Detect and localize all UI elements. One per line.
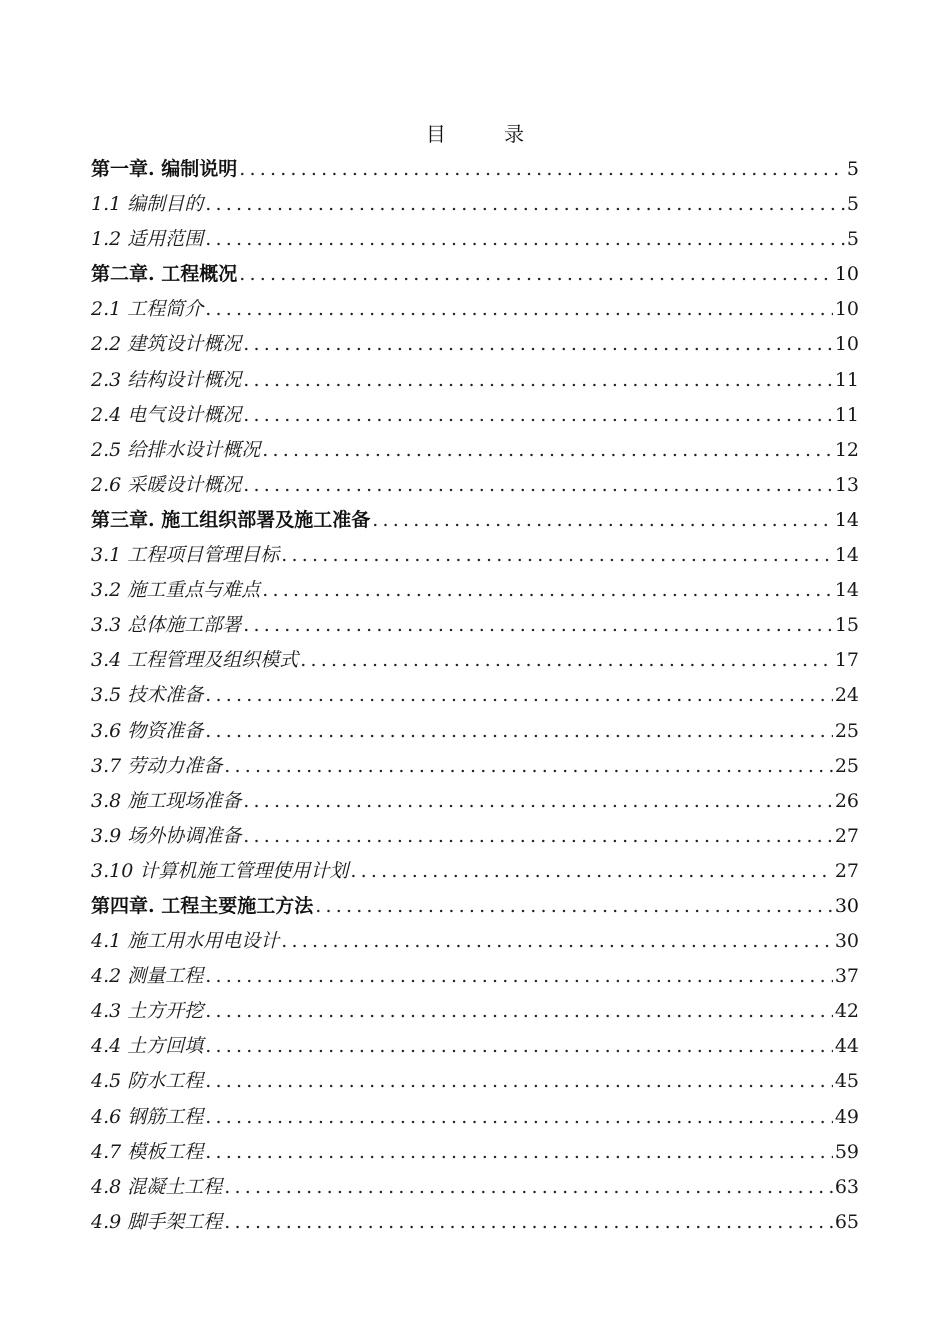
toc-entry-label: 4.8 混凝土工程: [91, 1175, 223, 1198]
toc-section-entry[interactable]: [91, 959, 859, 994]
toc-entry-label: 3.9 场外协调准备: [91, 824, 242, 847]
toc-page-number: 45: [834, 1070, 859, 1093]
toc-page-number: 5: [846, 158, 859, 180]
toc-dot-leader: [243, 327, 833, 362]
toc-entry-label: 4.4 土方回填: [91, 1035, 204, 1058]
toc-entry-label: 3.1 工程项目管理目标: [91, 544, 280, 567]
toc-dot-leader: [262, 433, 833, 468]
toc-dot-leader: [239, 152, 845, 187]
toc-page-number: 15: [834, 614, 859, 637]
toc-section-entry[interactable]: [91, 1205, 859, 1240]
toc-page-number: 44: [834, 1035, 859, 1058]
toc-dot-leader: [350, 854, 832, 889]
toc-entry-label: 3.6 物资准备: [91, 719, 204, 742]
toc-page-number: 11: [834, 368, 859, 391]
toc-page-number: 14: [834, 544, 859, 567]
toc-section-entry[interactable]: [91, 292, 859, 327]
toc-page-number: 63: [834, 1175, 859, 1198]
toc-entry-label: 3.5 技术准备: [91, 684, 204, 707]
toc-section-entry[interactable]: [91, 854, 859, 889]
toc-entry-label: 第二章. 工程概况: [91, 263, 238, 286]
toc-page-number: 37: [834, 965, 859, 988]
toc-dot-leader: [300, 643, 833, 678]
toc-page-number: 42: [834, 1000, 859, 1023]
toc-section-entry[interactable]: [91, 1100, 859, 1135]
toc-dot-leader: [205, 714, 833, 749]
toc-page-number: 5: [846, 228, 859, 251]
toc-dot-leader: [243, 819, 833, 854]
toc-dot-leader: [372, 503, 833, 538]
toc-section-entry[interactable]: [91, 327, 859, 362]
toc-dot-leader: [205, 678, 833, 713]
toc-page-number: 13: [834, 473, 859, 496]
toc-section-entry[interactable]: [91, 608, 859, 643]
toc-dot-leader: [243, 608, 833, 643]
toc-entry-label: 3.10 计算机施工管理使用计划: [91, 859, 349, 882]
toc-section-entry[interactable]: [91, 1064, 859, 1099]
toc-dot-leader: [205, 222, 845, 257]
toc-page-number: 25: [834, 719, 859, 742]
toc-dot-leader: [243, 363, 833, 398]
toc-section-entry[interactable]: [91, 222, 859, 257]
toc-dot-leader: [205, 1064, 833, 1099]
toc-section-entry[interactable]: [91, 573, 859, 608]
toc-entry-label: 4.5 防水工程: [91, 1070, 204, 1093]
toc-section-entry[interactable]: [91, 924, 859, 959]
toc-entry-label: 3.7 劳动力准备: [91, 754, 223, 777]
toc-page-number: 30: [834, 930, 859, 953]
toc-dot-leader: [262, 573, 833, 608]
toc-entry-label: 4.9 脚手架工程: [91, 1210, 223, 1233]
toc-section-entry[interactable]: [91, 398, 859, 433]
toc-entry-label: 3.3 总体施工部署: [91, 614, 242, 637]
toc-entry-label: 第四章. 工程主要施工方法: [91, 894, 314, 917]
toc-dot-leader: [205, 959, 833, 994]
toc-section-entry[interactable]: [91, 678, 859, 713]
toc-page-number: 59: [834, 1140, 859, 1163]
toc-page-number: 10: [834, 298, 859, 321]
toc-dot-leader: [243, 784, 833, 819]
toc-chapter-entry[interactable]: [91, 257, 859, 292]
toc-page-number: 14: [834, 508, 859, 531]
toc-dot-leader: [205, 292, 833, 327]
toc-entry-label: 3.8 施工现场准备: [91, 789, 242, 812]
toc-section-entry[interactable]: [91, 1170, 859, 1205]
toc-section-entry[interactable]: [91, 643, 859, 678]
toc-page-number: 27: [834, 824, 859, 847]
toc-dot-leader: [205, 1135, 833, 1170]
toc-section-entry[interactable]: [91, 468, 859, 503]
toc-section-entry[interactable]: [91, 994, 859, 1029]
toc-dot-leader: [205, 994, 833, 1029]
toc-dot-leader: [224, 1170, 833, 1205]
toc-entry-label: 4.7 模板工程: [91, 1140, 204, 1163]
toc-entry-label: 4.2 测量工程: [91, 965, 204, 988]
toc-dot-leader: [205, 187, 845, 222]
toc-entry-label: 4.3 土方开挖: [91, 1000, 204, 1023]
toc-section-entry[interactable]: [91, 714, 859, 749]
toc-dot-leader: [243, 468, 833, 503]
toc-page-number: 65: [834, 1210, 859, 1233]
toc-entry-label: 4.1 施工用水用电设计: [91, 930, 280, 953]
toc-dot-leader: [243, 398, 833, 433]
toc-entry-label: 第一章. 编制说明: [91, 158, 238, 180]
toc-entry-label: 3.2 施工重点与难点: [91, 579, 261, 602]
toc-entry-label: 3.4 工程管理及组织模式: [91, 649, 299, 672]
toc-section-entry[interactable]: [91, 187, 859, 222]
toc-entry-label: 2.2 建筑设计概况: [91, 333, 242, 356]
toc-dot-leader: [205, 1029, 833, 1064]
toc-page-number: 10: [834, 263, 859, 286]
toc-page-number: 17: [834, 649, 859, 672]
toc-title: 目 录: [425, 122, 551, 146]
toc-entry-label: 2.4 电气设计概况: [91, 403, 242, 426]
toc-page-number: 25: [834, 754, 859, 777]
toc-section-entry[interactable]: [91, 363, 859, 398]
toc-dot-leader: [205, 1100, 833, 1135]
toc-page-number: 26: [834, 789, 859, 812]
toc-page-number: 49: [834, 1105, 859, 1128]
toc-section-entry[interactable]: [91, 433, 859, 468]
toc-dot-leader: [281, 924, 833, 959]
toc-page-number: 24: [834, 684, 859, 707]
toc-section-entry[interactable]: [91, 1135, 859, 1170]
toc-section-entry[interactable]: [91, 538, 859, 573]
toc-entry-label: 第三章. 施工组织部署及施工准备: [91, 508, 371, 531]
toc-entry-label: 2.6 采暖设计概况: [91, 473, 242, 496]
toc-section-entry[interactable]: [91, 1029, 859, 1064]
toc-entry-label: 2.3 结构设计概况: [91, 368, 242, 391]
toc-page-number: 12: [834, 438, 859, 461]
toc-dot-leader: [315, 889, 833, 924]
toc-page-number: 27: [834, 859, 859, 882]
toc-section-entry[interactable]: [91, 784, 859, 819]
toc-page-number: 5: [846, 193, 859, 216]
toc-entry-label: 2.1 工程简介: [91, 298, 204, 321]
toc-dot-leader: [224, 749, 833, 784]
toc-dot-leader: [239, 257, 833, 292]
toc-chapter-entry[interactable]: [91, 152, 859, 187]
toc-page-number: 30: [834, 894, 859, 917]
toc-page-number: 11: [834, 403, 859, 426]
toc-entry-label: 1.1 编制目的: [91, 193, 204, 216]
toc-page-number: 10: [834, 333, 859, 356]
toc-dot-leader: [224, 1205, 833, 1240]
toc-page-number: 14: [834, 579, 859, 602]
toc-chapter-entry[interactable]: [91, 503, 859, 538]
toc-section-entry[interactable]: [91, 749, 859, 784]
toc-entry-label: 1.2 适用范围: [91, 228, 204, 251]
toc-entry-label: 4.6 钢筋工程: [91, 1105, 204, 1128]
toc-list: [91, 152, 859, 1240]
toc-chapter-entry[interactable]: [91, 889, 859, 924]
toc-section-entry[interactable]: [91, 819, 859, 854]
toc-entry-label: 2.5 给排水设计概况: [91, 438, 261, 461]
toc-dot-leader: [281, 538, 833, 573]
